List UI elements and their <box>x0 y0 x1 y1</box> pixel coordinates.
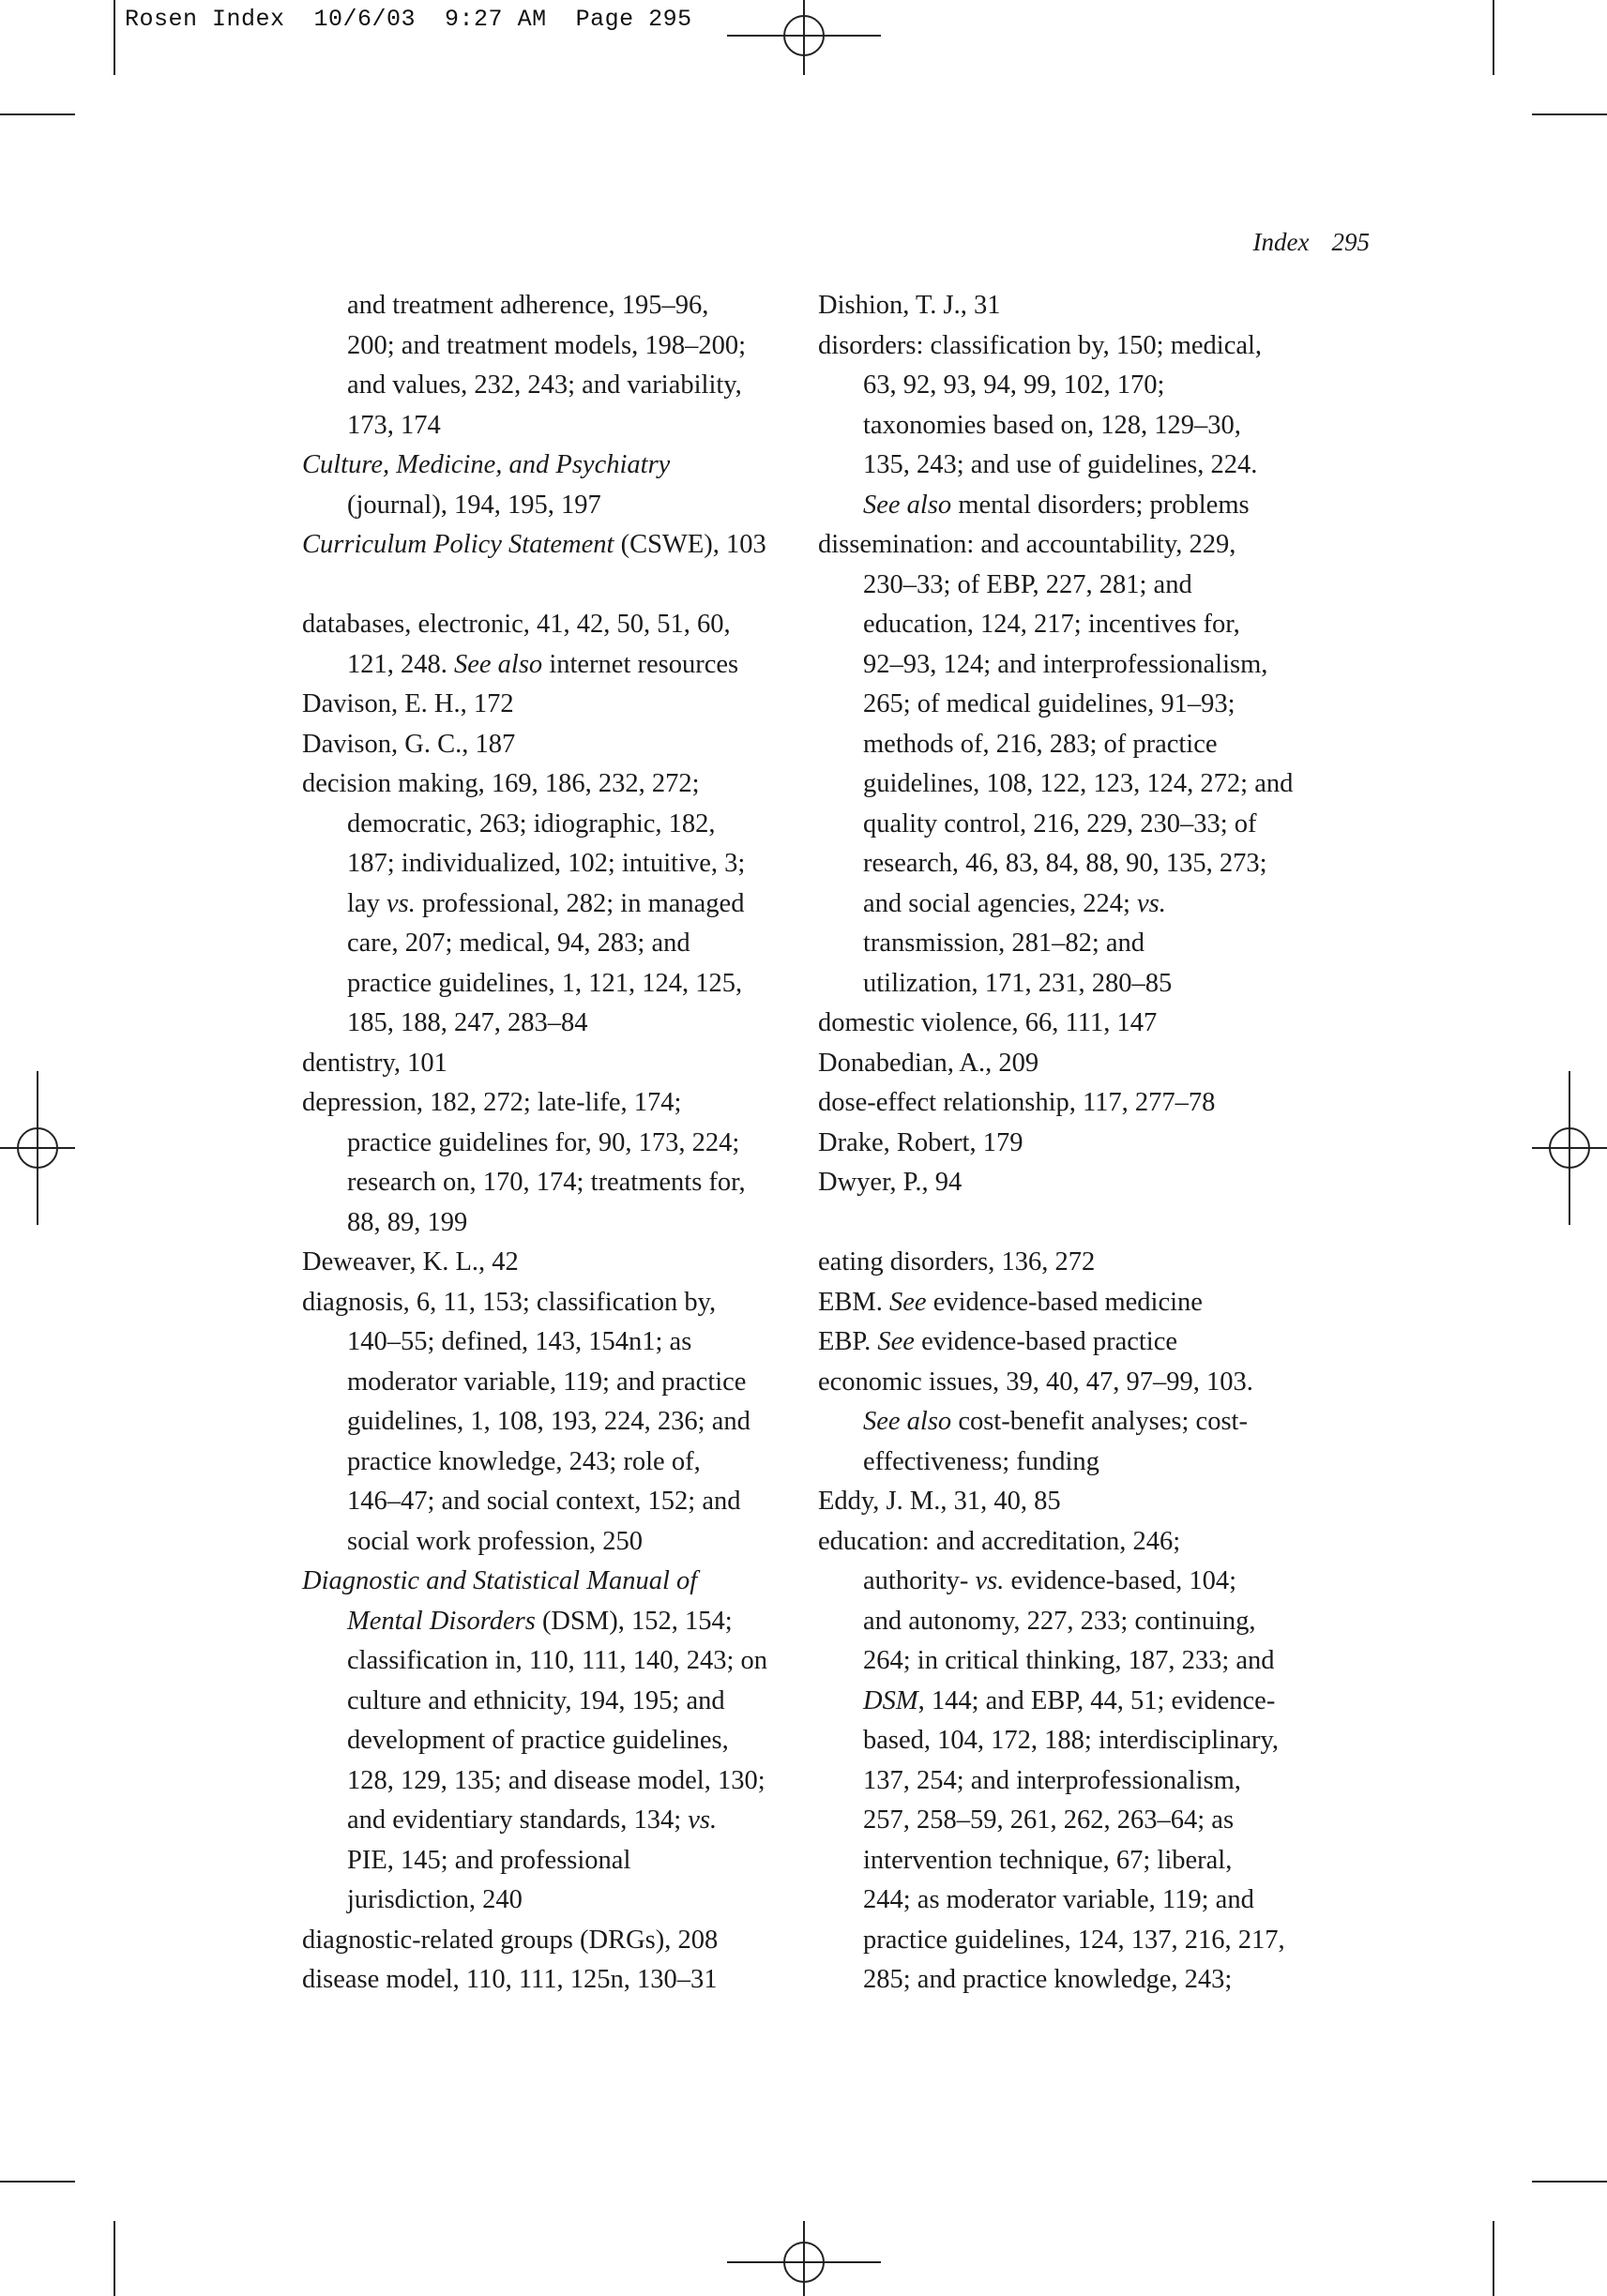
index-entry-line <box>302 1083 809 1124</box>
index-entry-line <box>818 1243 1343 1283</box>
crop-mark-top-right-horizontal <box>1532 113 1607 115</box>
index-spacer <box>818 1203 1343 1244</box>
index-subentry-line <box>818 685 1343 725</box>
index-entry-line <box>818 1124 1343 1164</box>
entry-text: professional, 282; in managed <box>415 888 745 918</box>
italic-text: See also <box>863 1407 952 1436</box>
crop-mark-bottom-right-horizontal <box>1532 2181 1607 2183</box>
entry-text: diagnostic-related groups (DRGs), 208 <box>302 1925 719 1955</box>
entry-text: research on, 170, 174; treatments for, <box>347 1168 746 1197</box>
entry-text: quality control, 216, 229, 230–33; of <box>863 808 1257 838</box>
index-entry-line <box>302 525 809 566</box>
entry-text: EBM. <box>818 1287 890 1317</box>
index-subentry-line <box>302 1721 809 1761</box>
entry-text: Donabedian, A., 209 <box>818 1048 1039 1078</box>
entry-text: practice guidelines, 1, 121, 124, 125, <box>347 968 743 998</box>
entry-text: 140–55; defined, 143, 154n1; as <box>347 1327 692 1356</box>
index-subentry-line <box>302 645 809 686</box>
entry-text: jurisdiction, 240 <box>347 1885 523 1914</box>
index-subentry-line <box>818 924 1343 964</box>
entry-text: 200; and treatment models, 198–200; <box>347 330 747 360</box>
registration-mark-top-icon <box>727 0 881 75</box>
index-subentry-line <box>818 1443 1343 1483</box>
index-subentry-line <box>818 1960 1343 2001</box>
entry-text: 146–47; and social context, 152; and <box>347 1487 741 1516</box>
entry-text: and autonomy, 227, 233; continuing, <box>863 1606 1256 1636</box>
italic-text: See also <box>863 490 952 520</box>
index-entry-line <box>818 1283 1343 1323</box>
registration-mark-bottom-icon <box>727 2221 881 2296</box>
entry-text: 257, 258–59, 261, 262, 263–64; as <box>863 1805 1235 1835</box>
index-subentry-line <box>302 924 809 964</box>
entry-text: social work profession, 250 <box>347 1526 644 1556</box>
entry-text: Drake, Robert, 179 <box>818 1127 1023 1157</box>
index-subentry-line <box>818 725 1343 765</box>
index-subentry-line <box>302 1203 809 1244</box>
index-subentry-line <box>302 805 809 845</box>
entry-text: democratic, 263; idiographic, 182, <box>347 808 716 838</box>
index-entry-line <box>302 1921 809 1961</box>
index-entry-line <box>818 1363 1343 1403</box>
index-subentry-line <box>818 566 1343 606</box>
index-subentry-line <box>302 1163 809 1203</box>
italic-text: See also <box>454 649 543 679</box>
entry-text: 92–93, 124; and interprofessionalism, <box>863 649 1268 679</box>
crop-mark-bottom-left-vertical <box>114 2221 115 2296</box>
index-subentry-line <box>302 1641 809 1682</box>
entry-text: and evidentiary standards, 134; <box>347 1805 689 1835</box>
index-subentry-line <box>302 1124 809 1164</box>
entry-text: classification in, 110, 111, 140, 243; on <box>347 1646 768 1675</box>
registration-mark-right-icon <box>1532 1071 1607 1225</box>
index-entry-line <box>302 1960 809 2001</box>
entry-text: (journal), 194, 195, 197 <box>347 490 601 520</box>
entry-text: research, 46, 83, 84, 88, 90, 135, 273; <box>863 849 1267 878</box>
entry-text: 285; and practice knowledge, 243; <box>863 1965 1233 1994</box>
entry-text: EBP. <box>818 1327 878 1356</box>
entry-text: internet resources <box>542 649 739 679</box>
index-subentry-line <box>818 1761 1343 1802</box>
crop-mark-top-left-vertical <box>114 0 115 75</box>
entry-text: guidelines, 1, 108, 193, 224, 236; and <box>347 1407 750 1436</box>
index-entry-line <box>302 605 809 645</box>
index-subentry-line <box>302 366 809 406</box>
entry-text: depression, 182, 272; late-life, 174; <box>302 1088 682 1117</box>
entry-text: 264; in critical thinking, 187, 233; and <box>863 1646 1275 1675</box>
entry-text: transmission, 281–82; and <box>863 929 1145 958</box>
index-subentry-line <box>302 406 809 446</box>
index-subentry-line <box>818 1921 1343 1961</box>
index-entry-line <box>818 1322 1343 1363</box>
index-entry-line <box>818 1044 1343 1084</box>
index-entry-line <box>818 525 1343 566</box>
italic-text: DSM <box>863 1685 918 1715</box>
crop-mark-top-right-vertical <box>1493 0 1494 75</box>
index-subentry-line <box>818 844 1343 884</box>
entry-text: 230–33; of EBP, 227, 281; and <box>863 569 1192 599</box>
italic-text: Culture, Medicine, and Psychiatry <box>302 450 671 479</box>
index-subentry-line <box>302 884 809 925</box>
entry-text: 185, 188, 247, 283–84 <box>347 1008 588 1037</box>
italic-text: vs. <box>975 1566 1005 1595</box>
index-subentry-line <box>302 1682 809 1722</box>
index-subentry-line <box>818 1841 1343 1881</box>
entry-text: evidence-based practice <box>914 1327 1178 1356</box>
entry-text: culture and ethnicity, 194, 195; and <box>347 1685 725 1715</box>
index-entry-line <box>302 1283 809 1323</box>
entry-text: 121, 248. <box>347 649 454 679</box>
entry-text: care, 207; medical, 94, 283; and <box>347 929 690 958</box>
index-subentry-line <box>818 884 1343 925</box>
entry-text: guidelines, 108, 122, 123, 124, 272; and <box>863 769 1294 798</box>
entry-text: 135, 243; and use of guidelines, 224. <box>863 450 1258 479</box>
index-subentry-line <box>302 1322 809 1363</box>
entry-text: 173, 174 <box>347 410 441 440</box>
entry-text: authority- <box>863 1566 976 1595</box>
index-subentry-line <box>818 1801 1343 1841</box>
index-entry-line <box>302 1044 809 1084</box>
entry-text: eating disorders, 136, 272 <box>818 1247 1096 1276</box>
index-entry-line <box>818 1482 1343 1522</box>
index-entry-line <box>818 1083 1343 1124</box>
entry-text: practice guidelines for, 90, 173, 224; <box>347 1127 740 1157</box>
index-subentry-line <box>302 1482 809 1522</box>
entry-text: development of practice guidelines, <box>347 1726 729 1755</box>
entry-text: Davison, G. C., 187 <box>302 729 516 759</box>
index-column-left <box>302 286 809 2001</box>
entry-text: utilization, 171, 231, 280–85 <box>863 968 1173 998</box>
index-subentry-line <box>302 1602 809 1642</box>
italic-text: Diagnostic and Statistical Manual of <box>302 1566 698 1595</box>
index-subentry-line <box>818 486 1343 526</box>
entry-text: practice guidelines, 124, 137, 216, 217, <box>863 1925 1285 1955</box>
index-subentry-line <box>302 1801 809 1841</box>
entry-text: mental disorders; problems <box>951 490 1250 520</box>
entry-text: education, 124, 217; incentives for, <box>863 610 1240 639</box>
index-subentry-line <box>302 1881 809 1921</box>
crop-mark-bottom-right-vertical <box>1493 2221 1494 2296</box>
running-head <box>1253 228 1370 257</box>
printer-slug: Rosen Index 10/6/03 9:27 AM Page 295 <box>125 6 692 33</box>
entry-text: cost-benefit analyses; cost- <box>951 1407 1248 1436</box>
entry-text: methods of, 216, 283; of practice <box>863 729 1218 759</box>
index-subentry-line <box>818 1402 1343 1443</box>
index-subentry-line <box>818 1602 1343 1642</box>
entry-text: effectiveness; funding <box>863 1446 1099 1476</box>
entry-text: 63, 92, 93, 94, 99, 102, 170; <box>863 370 1165 400</box>
entry-text: based, 104, 172, 188; interdisciplinary, <box>863 1726 1279 1755</box>
index-subentry-line <box>818 1881 1343 1921</box>
index-entry-line <box>302 446 809 486</box>
entry-text: taxonomies based on, 128, 129–30, <box>863 410 1241 440</box>
entry-text: dissemination: and accountability, 229, <box>818 530 1236 559</box>
index-entry-line <box>302 1562 809 1602</box>
index-entry-line <box>818 1163 1343 1203</box>
index-subentry-line <box>302 1761 809 1802</box>
entry-text: (DSM), 152, 154; <box>535 1606 733 1636</box>
index-subentry-line <box>302 486 809 526</box>
crop-mark-bottom-left-horizontal <box>0 2181 75 2183</box>
index-subentry-line <box>818 446 1343 486</box>
index-entry-line <box>818 1004 1343 1044</box>
index-entry-line <box>302 764 809 805</box>
crop-mark-top-left-horizontal <box>0 113 75 115</box>
entry-text: 137, 254; and interprofessionalism, <box>863 1765 1241 1795</box>
index-subentry-line <box>818 605 1343 645</box>
index-entry-line <box>818 326 1343 367</box>
entry-text: evidence-based medicine <box>926 1287 1203 1317</box>
index-subentry-line <box>302 1522 809 1563</box>
index-entry-line <box>818 286 1343 326</box>
italic-text: Curriculum Policy Statement <box>302 530 614 559</box>
index-entry-line <box>302 685 809 725</box>
entry-text: dentistry, 101 <box>302 1048 447 1078</box>
entry-text: intervention technique, 67; liberal, <box>863 1845 1233 1875</box>
entry-text: databases, electronic, 41, 42, 50, 51, 60, <box>302 610 731 639</box>
index-subentry-line <box>818 1721 1343 1761</box>
entry-text: lay <box>347 888 387 918</box>
index-subentry-line <box>302 1402 809 1443</box>
entry-text: 265; of medical guidelines, 91–93; <box>863 689 1236 718</box>
index-subentry-line <box>818 1641 1343 1682</box>
entry-text: disorders: classification by, 150; medical, <box>818 330 1263 360</box>
entry-text: Davison, E. H., 172 <box>302 689 514 718</box>
italic-text: vs. <box>688 1805 718 1835</box>
index-subentry-line <box>302 1841 809 1881</box>
registration-mark-left-icon <box>0 1071 75 1225</box>
italic-text: See <box>889 1287 927 1317</box>
index-subentry-line <box>818 764 1343 805</box>
entry-text: 187; individualized, 102; intuitive, 3; <box>347 849 746 878</box>
entry-text: evidence-based, 104; <box>1004 1566 1237 1595</box>
entry-text: domestic violence, 66, 111, 147 <box>818 1008 1158 1037</box>
index-subentry-line <box>302 1004 809 1044</box>
index-subentry-line <box>302 844 809 884</box>
entry-text: disease model, 110, 111, 125n, 130–31 <box>302 1965 718 1994</box>
index-subentry-line <box>302 286 809 326</box>
italic-text: Mental Disorders <box>347 1606 536 1636</box>
entry-text: Dwyer, P., 94 <box>818 1168 963 1197</box>
entry-text: 88, 89, 199 <box>347 1207 468 1237</box>
entry-text: (CSWE), 103 <box>614 530 766 559</box>
entry-text: Eddy, J. M., 31, 40, 85 <box>818 1487 1061 1516</box>
entry-text: economic issues, 39, 40, 47, 97–99, 103. <box>818 1367 1253 1397</box>
entry-text: moderator variable, 119; and practice <box>347 1367 747 1397</box>
entry-text: Deweaver, K. L., 42 <box>302 1247 519 1276</box>
running-head-title: Index <box>1252 228 1310 256</box>
entry-text: and values, 232, 243; and variability, <box>347 370 742 400</box>
entry-text: and treatment adherence, 195–96, <box>347 291 709 320</box>
entry-text: dose-effect relationship, 117, 277–78 <box>818 1088 1216 1117</box>
index-entry-line <box>818 1522 1343 1563</box>
entry-text: Dishion, T. J., 31 <box>818 291 1001 320</box>
page-number: 295 <box>1331 228 1370 256</box>
index-subentry-line <box>818 964 1343 1004</box>
italic-text: vs. <box>1137 888 1166 918</box>
entry-text: decision making, 169, 186, 232, 272; <box>302 769 700 798</box>
index-subentry-line <box>818 645 1343 686</box>
entry-text: 128, 129, 135; and disease model, 130; <box>347 1765 766 1795</box>
entry-text: 244; as moderator variable, 119; and <box>863 1885 1254 1914</box>
entry-text: practice knowledge, 243; role of, <box>347 1446 701 1476</box>
index-subentry-line <box>302 326 809 367</box>
index-entry-line <box>302 1243 809 1283</box>
index-subentry-line <box>302 1363 809 1403</box>
italic-text: See <box>877 1327 915 1356</box>
index-subentry-line <box>818 1562 1343 1602</box>
entry-text: , 144; and EBP, 44, 51; evidence- <box>917 1685 1276 1715</box>
index-subentry-line <box>302 1443 809 1483</box>
index-entry-line <box>302 725 809 765</box>
index-subentry-line <box>302 964 809 1004</box>
entry-text: education: and accreditation, 246; <box>818 1526 1181 1556</box>
index-spacer <box>302 566 809 606</box>
italic-text: vs. <box>386 888 416 918</box>
index-subentry-line <box>818 1682 1343 1722</box>
entry-text: PIE, 145; and professional <box>347 1845 631 1875</box>
index-column-right <box>818 286 1343 2001</box>
index-subentry-line <box>818 366 1343 406</box>
entry-text: and social agencies, 224; <box>863 888 1138 918</box>
index-subentry-line <box>818 805 1343 845</box>
index-subentry-line <box>818 406 1343 446</box>
entry-text: diagnosis, 6, 11, 153; classification by, <box>302 1287 717 1317</box>
